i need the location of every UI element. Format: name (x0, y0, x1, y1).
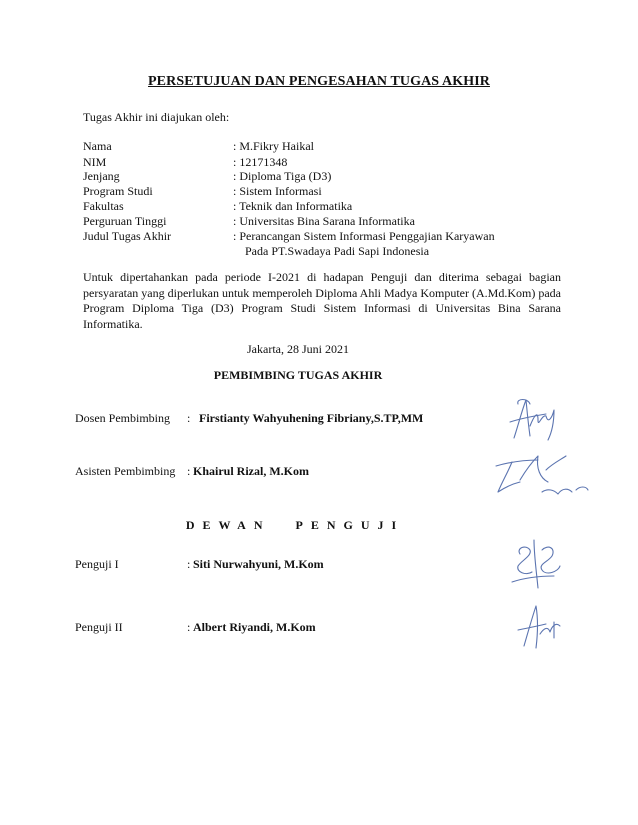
signature-asisten-pembimbing (490, 448, 590, 500)
field-value: : Perancangan Sistem Informasi Penggajian Karyawan (233, 229, 495, 243)
field-value: : Teknik dan Informatika (233, 199, 353, 213)
signature-dosen-pembimbing (508, 396, 568, 444)
place-date: Jakarta, 28 Juni 2021 (247, 342, 349, 356)
intro-text: Tugas Akhir ini diajukan oleh: (83, 110, 230, 124)
person-name: Firstianty Wahyuhening Fibriany,S.TP,MM (199, 411, 424, 425)
field-value: : 12171348 (233, 155, 288, 169)
field-value: : Universitas Bina Sarana Informatika (233, 214, 415, 228)
signature-penguji-1 (508, 536, 564, 592)
signature-penguji-2 (514, 600, 564, 652)
document-title: PERSETUJUAN DAN PENGESAHAN TUGAS AKHIR (148, 74, 490, 89)
role-separator: : (187, 557, 191, 571)
field-value: : Sistem Informasi (233, 184, 322, 198)
role-separator: : (187, 464, 191, 478)
field-label: NIM (83, 155, 107, 169)
role-separator: : (187, 411, 191, 425)
field-label: Nama (83, 139, 112, 153)
dewan-penguji-heading: DEWAN PENGUJI (185, 518, 405, 532)
field-label: Perguruan Tinggi (83, 214, 167, 228)
field-value: : Diploma Tiga (D3) (233, 169, 332, 183)
role-label: Dosen Pembimbing (75, 411, 170, 425)
field-label: Program Studi (83, 184, 153, 198)
field-value: : M.Fikry Haikal (233, 139, 314, 153)
field-value-line2: Pada PT.Swadaya Padi Sapi Indonesia (245, 244, 430, 258)
pembimbing-heading: PEMBIMBING TUGAS AKHIR (213, 368, 383, 382)
role-separator: : (187, 620, 191, 634)
field-label: Fakultas (83, 199, 124, 213)
field-label: Jenjang (83, 169, 120, 183)
person-name: Siti Nurwahyuni, M.Kom (193, 557, 324, 571)
field-label: Judul Tugas Akhir (83, 229, 172, 243)
approval-paragraph: Untuk dipertahankan pada periode I-2021 di hadapan Penguji dan diterima sebagai bagian persyaratan yang diperlukan untuk memperoleh Diploma Ahli Madya Komputer (A.Md.Kom) pada Program Diploma Tiga (D3) Program Studi Sistem Informasi di Universitas Bina Sarana Informatika. (83, 270, 561, 331)
person-name: Khairul Rizal, M.Kom (193, 464, 309, 478)
role-label: Asisten Pembimbing (75, 464, 176, 478)
role-label: Penguji I (75, 557, 119, 571)
person-name: Albert Riyandi, M.Kom (193, 620, 316, 634)
role-label: Penguji II (75, 620, 123, 634)
